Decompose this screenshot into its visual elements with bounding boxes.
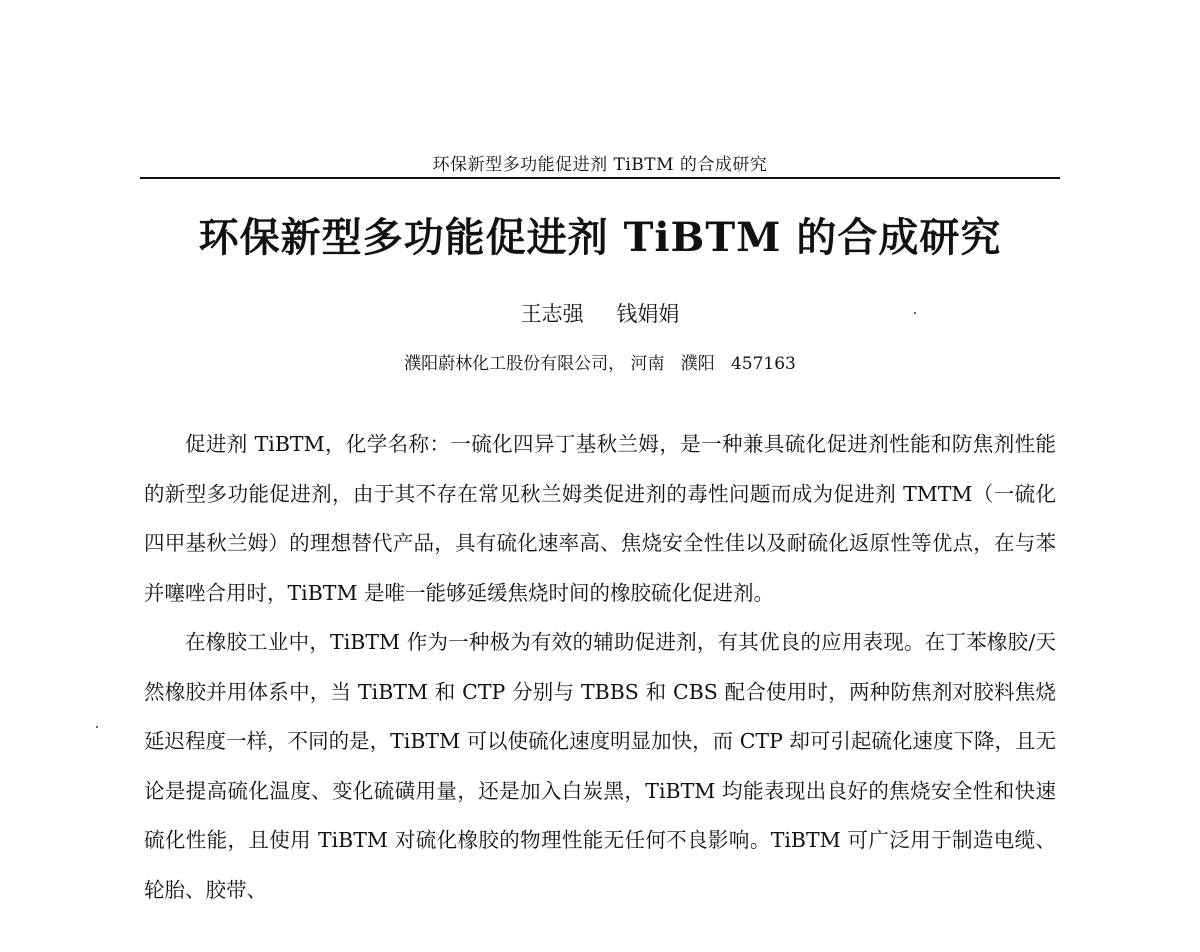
header-divider [140, 177, 1060, 179]
running-header: 环保新型多功能促进剂 TiBTM 的合成研究 [432, 155, 768, 175]
article-title: 环保新型多功能促进剂 TiBTM 的合成研究 [198, 214, 1002, 261]
paragraph: 在橡胶工业中，TiBTM 作为一种极为有效的辅助促进剂，有其优良的应用表现。在丁苯橡胶/天然橡胶并用体系中，当 TiBTM 和 CTP 分别与 TBBS 和 CBS 配合使用时，两种防焦剂对胶料焦烧延迟程度一样，不同的是，TiBTM 可以使硫化速度明显加快，而 CTP 却可引起硫化速度下降，且无论是提高硫化温度、变化硫磺用量，还是加入白炭黑，TiBTM 均能表现出良好的焦烧安全性和快速硫化性能，且使用 TiBTM 对硫化橡胶的物理性能无任何不良影响。TiBTM 可广泛用于制造电缆、轮胎、胶带、 [144, 630, 1056, 902]
authors: 王志强 钱娟娟 [520, 302, 680, 326]
paragraph: 促进剂 TiBTM，化学名称：一硫化四异丁基秋兰姆，是一种兼具硫化促进剂性能和防焦剂性能的新型多功能促进剂，由于其不存在常见秋兰姆类促进剂的毒性问题而成为促进剂 TMTM（一硫化四甲基秋兰姆）的理想替代产品，具有硫化速率高、焦烧安全性佳以及耐硫化返原性等优点，在与苯并噻唑合用时，TiBTM 是唯一能够延缓焦烧时间的橡胶硫化促进剂。 [144, 432, 1056, 605]
scan-speck [914, 312, 916, 314]
body-text [144, 420, 1056, 915]
affiliation: 濮阳蔚林化工股份有限公司， 河南 濮阳 457163 [404, 354, 796, 374]
scan-speck [96, 726, 98, 728]
